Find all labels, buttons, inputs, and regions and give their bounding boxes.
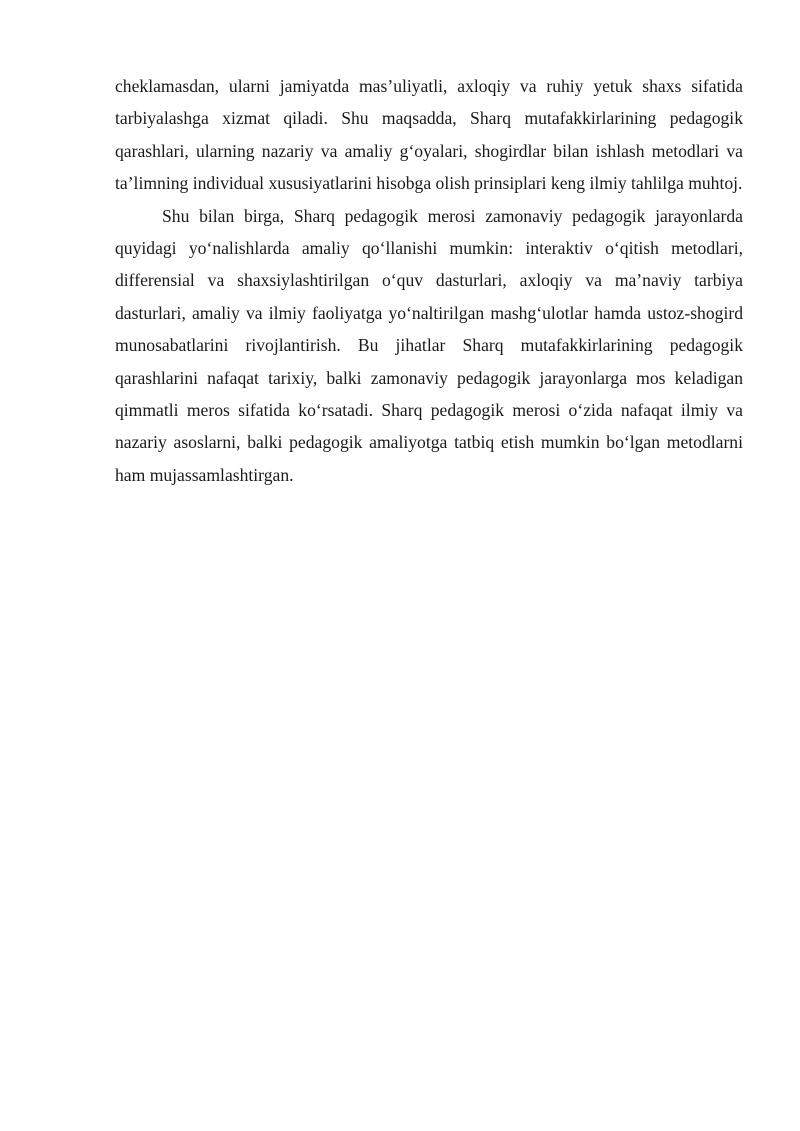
body-text [115,70,743,491]
paragraph-continuation: cheklamasdan, ularni jamiyatda mas’uliyatli, axloqiy va ruhiy yetuk shaxs sifatida tarbiyalashga xizmat qiladi. Shu maqsadda, Sharq mutafakkirlarining pedagogik qarashlari, ularning nazariy va amaliy g‘oyalari, shogirdlar bilan ishlash metodlari va ta’limning individual xususiyatlarini hisobga olish prinsiplari keng ilmiy tahlilga muhtoj. [115,76,743,194]
paragraph-sharq-pedagogik-merosi: Shu bilan birga, Sharq pedagogik merosi zamonaviy pedagogik jarayonlarda quyidagi yo‘nalishlarda amaliy qo‘llanishi mumkin: interaktiv o‘qitish metodlari, differensial va shaxsiylashtirilgan o‘quv dasturlari, axloqiy va ma’naviy tarbiya dasturlari, amaliy va ilmiy faoliyatga yo‘naltirilgan mashg‘ulotlar hamda ustoz-shogird munosabatlarini rivojlantirish. Bu jihatlar Sharq mutafakkirlarining pedagogik qarashlarini nafaqat tarixiy, balki zamonaviy pedagogik jarayonlarga mos keladigan qimmatli meros sifatida ko‘rsatadi. Sharq pedagogik merosi o‘zida nafaqat ilmiy va nazariy asoslarni, balki pedagogik amaliyotga tatbiq etish mumkin bo‘lgan metodlarni ham mujassamlashtirgan. [115,205,743,485]
